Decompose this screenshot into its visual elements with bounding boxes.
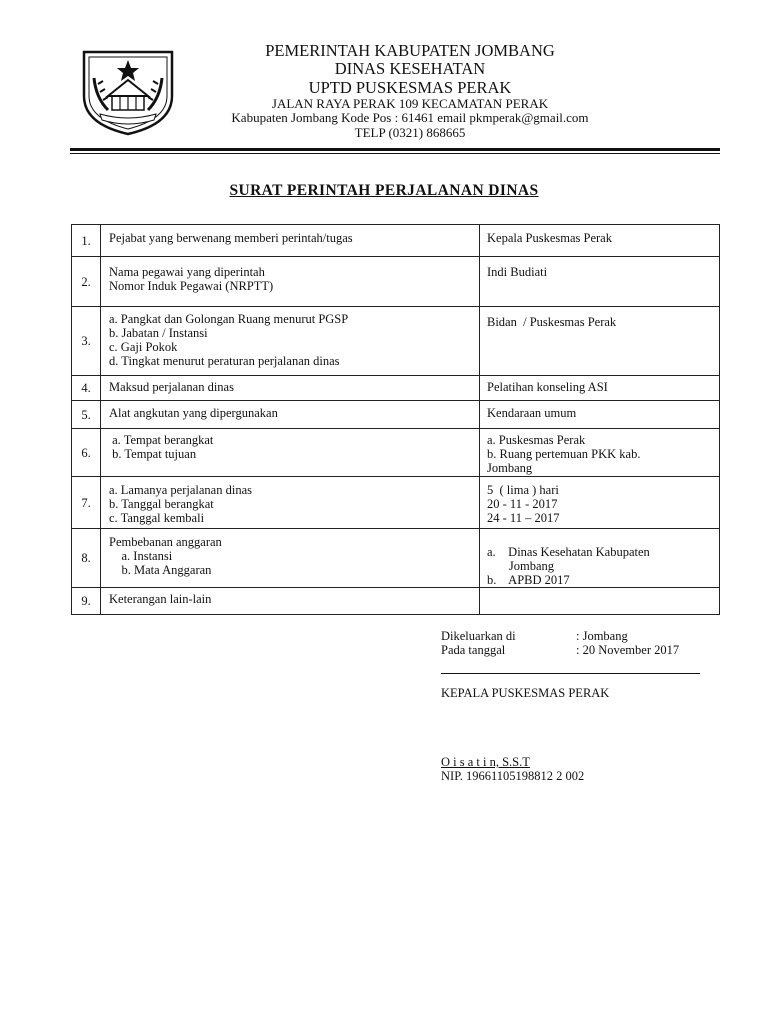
row-number: 7.: [72, 477, 101, 529]
row-label: [101, 529, 480, 588]
row-value-line: Pelatihan konseling ASI: [487, 380, 608, 394]
row-number: 1.: [72, 225, 101, 257]
travel-order-table: [71, 224, 720, 615]
row-value-line: Jombang: [487, 461, 533, 475]
row-label-line: Pembebanan anggaran: [109, 535, 222, 549]
table-row: [72, 588, 720, 615]
row-value: [480, 257, 720, 307]
row-value-line: Bidan / Puskesmas Perak: [487, 315, 617, 329]
header-phone: TELP (0321) 868665: [354, 125, 466, 140]
row-label-line: a. Tempat berangkat: [109, 433, 214, 447]
header-department: DINAS KESEHATAN: [334, 59, 486, 78]
row-label: [101, 225, 480, 257]
row-label: [101, 376, 480, 401]
row-label-line: Keterangan lain-lain: [109, 592, 212, 606]
row-value: [480, 376, 720, 401]
row-number: 4.: [72, 376, 101, 401]
table-row: [72, 376, 720, 401]
row-value-line: Jombang: [487, 559, 555, 573]
table-row: [72, 477, 720, 529]
row-label-line: a. Instansi: [109, 549, 173, 563]
row-label-line: c. Tanggal kembali: [109, 511, 205, 525]
row-label-line: Nomor Induk Pegawai (NRPTT): [109, 279, 274, 293]
row-label-line: a. Lamanya perjalanan dinas: [109, 483, 252, 497]
row-value-line: Kendaraan umum: [487, 406, 577, 420]
issued-place-label: Dikeluarkan di: [441, 629, 516, 643]
row-number: 8.: [72, 529, 101, 588]
row-label-line: b. Jabatan / Instansi: [109, 326, 208, 340]
row-label-line: d. Tingkat menurut peraturan perjalanan dinas: [109, 354, 340, 368]
row-label: [101, 429, 480, 477]
header-rule-thick: [70, 148, 720, 151]
issued-date-value: : 20 November 2017: [576, 643, 680, 657]
row-value-line: b. Ruang pertemuan PKK kab.: [487, 447, 641, 461]
header-rule-thin: [70, 153, 720, 154]
table-row: [72, 257, 720, 307]
row-value-line: a. Dinas Kesehatan Kabupaten: [487, 545, 650, 559]
row-value-line: Kepala Puskesmas Perak: [487, 231, 612, 245]
row-label: [101, 477, 480, 529]
table-row: [72, 307, 720, 376]
row-label-line: c. Gaji Pokok: [109, 340, 178, 354]
row-value: [480, 401, 720, 429]
issued-divider: [441, 673, 700, 674]
signatory-nip: NIP. 19661105198812 2 002: [441, 769, 585, 783]
row-number: 5.: [72, 401, 101, 429]
row-label: [101, 257, 480, 307]
row-label-line: Maksud perjalanan dinas: [109, 380, 234, 394]
signatory-name: O i s a t i n, S.S.T: [441, 755, 530, 769]
row-label-line: Alat angkutan yang dipergunakan: [109, 406, 278, 420]
row-value-line: Indi Budiati: [487, 265, 548, 279]
table-row: [72, 225, 720, 257]
row-label-line: b. Tempat tujuan: [109, 447, 197, 461]
table-row: [72, 429, 720, 477]
row-value-line: b. APBD 2017: [487, 573, 570, 587]
row-value: [480, 477, 720, 529]
header-contact: Kabupaten Jombang Kode Pos : 61461 email pkmperak@gmail.com: [231, 110, 589, 125]
row-label-line: b. Tanggal berangkat: [109, 497, 214, 511]
row-label: [101, 401, 480, 429]
row-value: [480, 529, 720, 588]
row-label: [101, 307, 480, 376]
row-label-line: a. Pangkat dan Golongan Ruang menurut PGSP: [109, 312, 349, 326]
row-number: 9.: [72, 588, 101, 615]
row-value: [480, 429, 720, 477]
row-label-line: b. Mata Anggaran: [109, 563, 212, 577]
row-value: [480, 307, 720, 376]
row-value: [480, 588, 720, 615]
row-value-line: a. Puskesmas Perak: [487, 433, 586, 447]
document-title: SURAT PERINTAH PERJALANAN DINAS: [229, 182, 539, 199]
row-value: [480, 225, 720, 257]
row-value-line: 5 ( lima ) hari: [487, 483, 559, 497]
issued-date-label: Pada tanggal: [441, 643, 506, 657]
signatory-position: KEPALA PUSKESMAS PERAK: [441, 686, 610, 700]
row-label: [101, 588, 480, 615]
row-value-line: 24 - 11 – 2017: [487, 511, 560, 525]
header-government: PEMERINTAH KABUPATEN JOMBANG: [265, 41, 555, 60]
row-label-line: Pejabat yang berwenang memberi perintah/tugas: [109, 231, 353, 245]
row-number: 3.: [72, 307, 101, 376]
row-number: 6.: [72, 429, 101, 477]
header-institution: UPTD PUSKESMAS PERAK: [308, 78, 512, 97]
jombang-regency-emblem: [78, 48, 178, 136]
header-address: JALAN RAYA PERAK 109 KECAMATAN PERAK: [271, 96, 549, 111]
row-number: 2.: [72, 257, 101, 307]
row-label-line: Nama pegawai yang diperintah: [109, 265, 265, 279]
table-row: [72, 401, 720, 429]
table-row: [72, 529, 720, 588]
row-value-line: 20 - 11 - 2017: [487, 497, 558, 511]
issued-place-value: : Jombang: [576, 629, 628, 643]
